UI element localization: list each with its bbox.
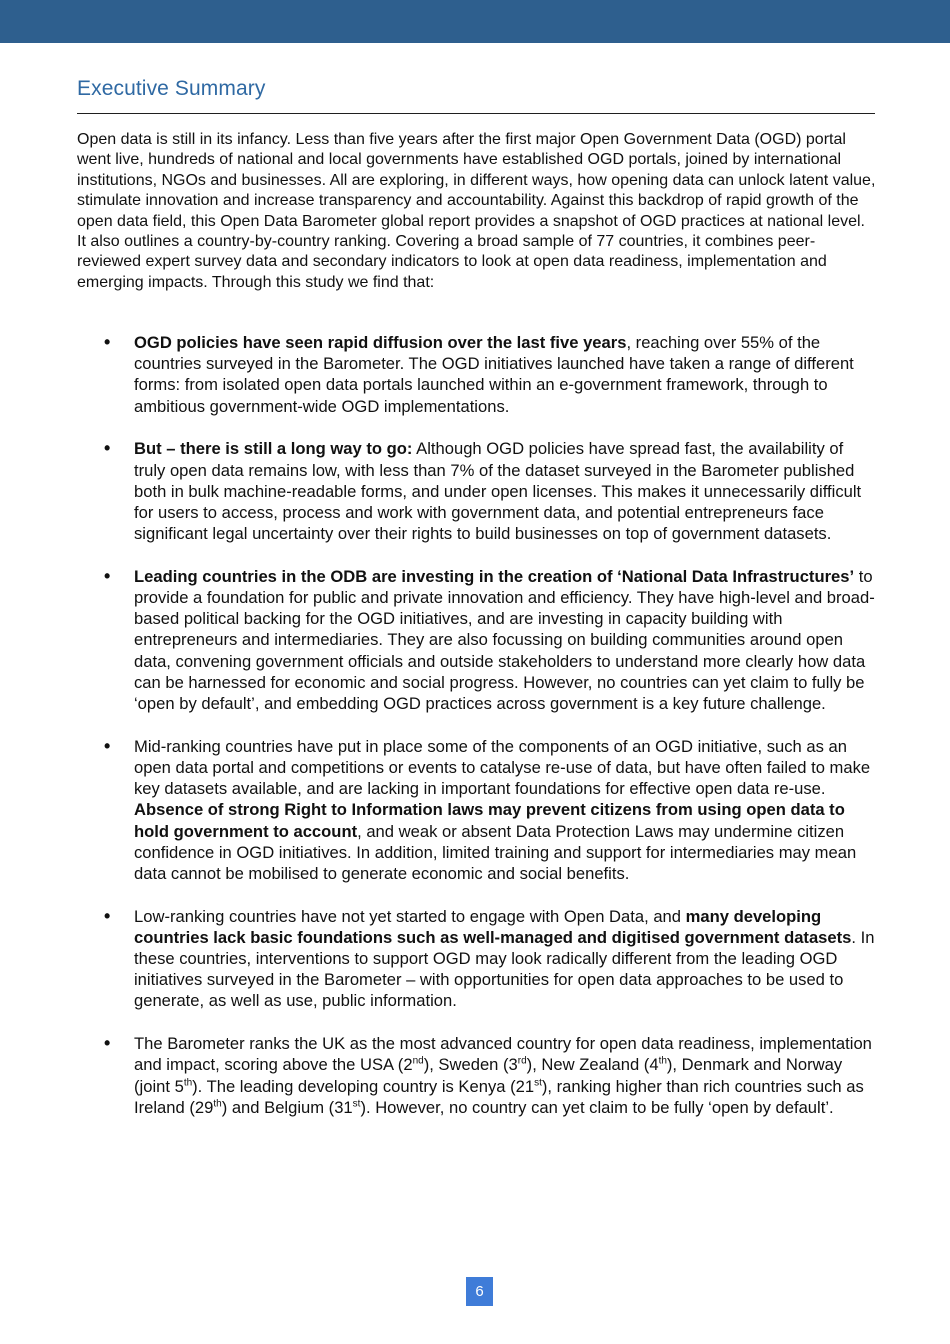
finding-item — [0, 438, 876, 544]
text-run: Although OGD policies have spread fast, the availability of truly open data remains low, with less than 7% of the dataset surveyed in the Barometer published both in bulk machine-readable forms, and under open licenses. This makes it unnecessarily difficult for users to access, process and work with government data, and potential entrepreneurs face significant legal uncertainty over their rights to build businesses on top of government datasets. — [134, 439, 862, 544]
finding-text — [134, 332, 876, 417]
finding-text — [134, 566, 876, 714]
ordinal-suffix: th — [658, 1055, 667, 1067]
bullet-icon: • — [104, 1033, 111, 1054]
ordinal-suffix: th — [213, 1098, 222, 1110]
finding-text — [134, 1033, 876, 1118]
text-run: ), New Zealand (4 — [526, 1055, 659, 1075]
ordinal-suffix: rd — [517, 1055, 527, 1067]
text-run: Mid-ranking countries have put in place some of the components of an OGD initiative, such as an open data portal and competitions or events to catalyse re-use of data, but have often failed to make key datasets available, and are lacking in important foundations for effective open data re-use. — [134, 736, 871, 799]
ordinal-suffix: th — [183, 1077, 193, 1089]
section-heading: Executive Summary — [77, 77, 266, 100]
intro-paragraph: Open data is still in its infancy. Less than five years after the first major Open Government Data (OGD) portal went live, hundreds of national and local governments have established OGD portals, joined by international institutions, NGOs and businesses. All are exploring, in different ways, how opening data can unlock latent value, stimulate innovation and increase transparency and accountability. Against this backdrop of rapid growth of the open data field, this Open Data Barometer global report provides a snapshot of OGD practices at national level. It also outlines a country-by-country ranking. Covering a broad sample of 77 countries, it combines peer-reviewed expert survey data and secondary indicators to look at open data readiness, implementation and emerging impacts. Through this study we find that: — [77, 131, 876, 291]
finding-text — [134, 438, 876, 544]
text-run: , and weak or absent Data Protection Laws may undermine citizen confidence in OGD initiatives. In addition, limited training and support for intermediaries may mean data cannot be mobilised to generate economic and social benefits. — [134, 821, 857, 883]
text-run: Low-ranking countries have not yet started to engage with Open Data, and — [134, 906, 686, 926]
finding-text — [134, 736, 876, 884]
ordinal-suffix: st — [534, 1077, 542, 1089]
bullet-icon: • — [104, 905, 111, 926]
text-run: ) and Belgium (31 — [221, 1097, 353, 1117]
text-run: ), ranking higher than rich countries such as Ireland (29 — [134, 1076, 864, 1117]
bullet-icon: • — [104, 565, 111, 586]
text-run: The Barometer ranks the UK as the most advanced country for open data readiness, implementation and impact, scoring above the USA (2 — [134, 1034, 872, 1075]
bullet-icon: • — [104, 332, 111, 352]
heading-divider — [77, 113, 875, 114]
text-run: to provide a foundation for public and private innovation and efficiency. They have high-level and broad-based political backing for the OGD initiatives, and are investing in capacity building with entrepreneurs and intermediaries. They are also focussing on building communities around open data, convening government officials and outside stakeholders to understand more clearly how data can be harnessed for economic and social progress. However, no countries can yet claim to fully be ‘open by default’, and embedding OGD practices across government is a key future challenge. — [134, 566, 875, 714]
top-header-band — [0, 0, 950, 43]
text-run: . In these countries, interventions to support OGD may look radically different from the leading OGD initiatives surveyed in the Barometer – with opportunities for open data approaches to be used to generate, as well as use, public information. — [134, 927, 875, 1011]
text-run: ), Sweden (3 — [423, 1055, 518, 1075]
bold-phrase: Absence of strong Right to Information laws may prevent citizens from using open data to hold government to account — [134, 800, 845, 841]
bullet-icon: • — [104, 438, 111, 459]
page-number-badge: 6 — [466, 1277, 493, 1306]
bold-phrase: many developing countries lack basic foundations such as well-managed and digitised government datasets — [134, 906, 852, 947]
bullet-icon: • — [104, 735, 111, 756]
ordinal-suffix: st — [352, 1098, 361, 1110]
finding-text — [134, 906, 876, 1012]
finding-item — [0, 566, 876, 714]
bold-phrase: But – there is still a long way to go: — [134, 439, 413, 459]
text-run: ). However, no country can yet claim to be fully ‘open by default’. — [360, 1097, 834, 1117]
finding-item — [0, 736, 876, 884]
finding-item — [0, 906, 876, 1012]
finding-item — [0, 332, 876, 417]
text-run: , reaching over 55% of the countries surveyed in the Barometer. The OGD initiatives launched have taken a range of different forms: from isolated open data portals launched within an e-government framework, through to ambitious government-wide OGD implementations. — [134, 333, 854, 416]
findings-list — [0, 332, 950, 1140]
text-run: ), Denmark and Norway (joint 5 — [134, 1055, 843, 1096]
bold-phrase: Leading countries in the ODB are investing in the creation of ‘National Data Infrastructures’ — [134, 566, 855, 586]
text-run: ). The leading developing country is Kenya (21 — [192, 1076, 535, 1096]
finding-item — [0, 1033, 876, 1118]
ordinal-suffix: nd — [412, 1055, 424, 1067]
bold-phrase: OGD policies have seen rapid diffusion over the last five years — [134, 333, 627, 352]
